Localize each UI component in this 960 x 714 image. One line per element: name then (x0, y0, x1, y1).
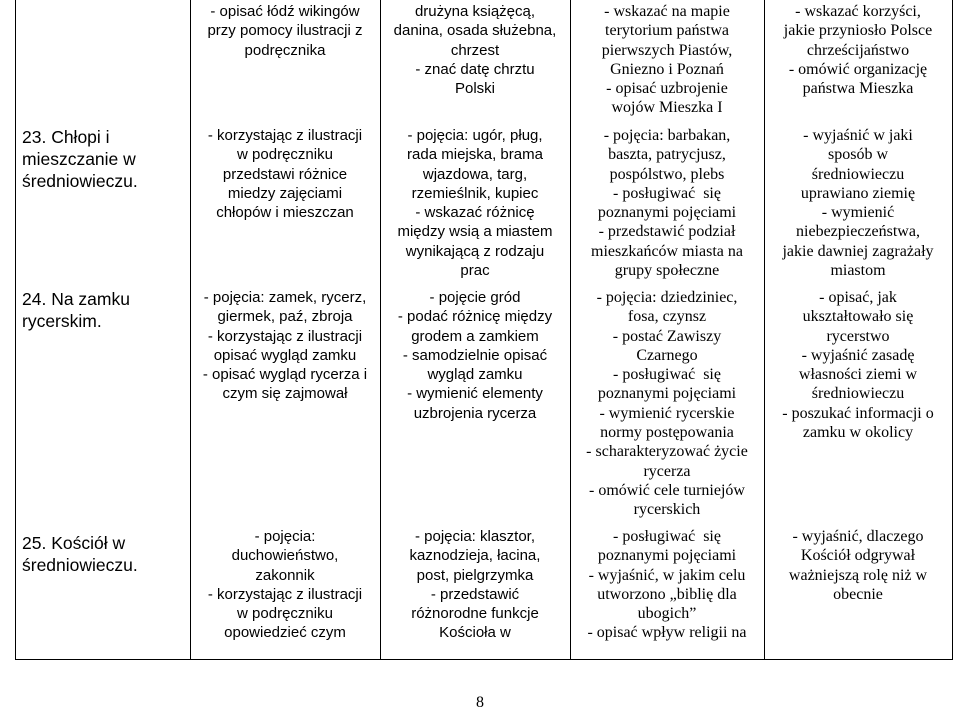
row-24-topic: 24. Na zamku rycerskim. (22, 289, 130, 331)
top-col2-text: - opisać łódź wikingów przy pomocy ilustracji z podręcznika (207, 3, 363, 59)
row-24-col3: - pojęcie gród - podać różnicę między grodem a zamkiem - samodzielnie opisać wygląd zamku - wymienić elementy uzbrojenia rycerza (397, 289, 553, 422)
table-border-col2 (380, 0, 381, 660)
row-23-topic: 23. Chłopi i mieszczanie w średniowieczu. (22, 127, 138, 191)
top-col5-text: - wskazać korzyści, jakie przyniosło Polsce chrześcijaństwo - omówić organizację państwa Mieszka (783, 3, 933, 98)
table-border-col1 (190, 0, 191, 660)
table-border-bottom (15, 659, 953, 660)
row-25-col5: - wyjaśnić, dlaczego Kościół odgrywał ważniejszą rolę niż w obecnie (788, 528, 928, 603)
row-25-col2: - pojęcia: duchowieństwo, zakonnik - korzystając z ilustracji w podręczniku opowiedzieć czym (207, 528, 363, 642)
table-border-left (15, 0, 16, 660)
row-23-col4: - pojęcia: barbakan, baszta, patrycjusz, pospólstwo, plebs - posługiwać się poznanymi pojęciami - przedstawić podział mieszkańców miasta na grupy społeczne (591, 127, 743, 280)
row-24-col5: - opisać, jak ukształtowało się rycerstwo - wyjaśnić zasadę własności ziemi w średniowieczu - poszukać informacji o zamku w okolicy (782, 289, 934, 442)
row-23-col2: - korzystając z ilustracji w podręczniku przedstawi różnice miedzy zajęciami chłopów i mieszczan (207, 127, 363, 222)
table-border-right (952, 0, 953, 660)
row-24-col2: - pojęcia: zamek, rycerz, giermek, paź, zbroja - korzystając z ilustracji opisać wygląd zamku - opisać wygląd rycerza i czym się zajmował (202, 289, 368, 403)
row-24-col4: - pojęcia: dziedziniec, fosa, czynsz - postać Zawiszy Czarnego - posługiwać się poznanymi pojęciami - wymienić rycerskie normy postępowania - scharakteryzować życie rycerza - omówić cele turniejów rycerskich (586, 289, 748, 519)
table-border-col4 (764, 0, 765, 660)
top-col4-text: - wskazać na mapie terytorium państwa pierwszych Piastów, Gniezno i Poznań - opisać uzbrojenie wojów Mieszka I (601, 3, 733, 117)
row-23-col3: - pojęcia: ugór, pług, rada miejska, brama wjazdowa, targ, rzemieślnik, kupiec - wskazać różnicę między wsią a miastem wynikającą z rodzaju prac (397, 127, 553, 280)
page-number: 8 (476, 694, 484, 711)
row-25-topic: 25. Kościół w średniowieczu. (22, 533, 138, 575)
row-25-col4: - posługiwać się poznanymi pojęciami - wyjaśnić, w jakim celu utworzono „biblię dla ubogich” - opisać wpływ religii na (587, 528, 747, 642)
row-23-col5: - wyjaśnić w jaki sposób w średniowieczu uprawiano ziemię - wymienić niebezpieczeństwa, jakie dawniej zagrażały miastom (782, 127, 934, 280)
top-col3-text: drużyna książęcą, danina, osada służebna, chrzest - znać datę chrztu Polski (393, 3, 557, 98)
row-25-col3: - pojęcia: klasztor, kaznodzieja, łacina, post, pielgrzymka - przedstawić różnorodne funkcje Kościoła w (409, 528, 541, 642)
table-border-col3 (570, 0, 571, 660)
